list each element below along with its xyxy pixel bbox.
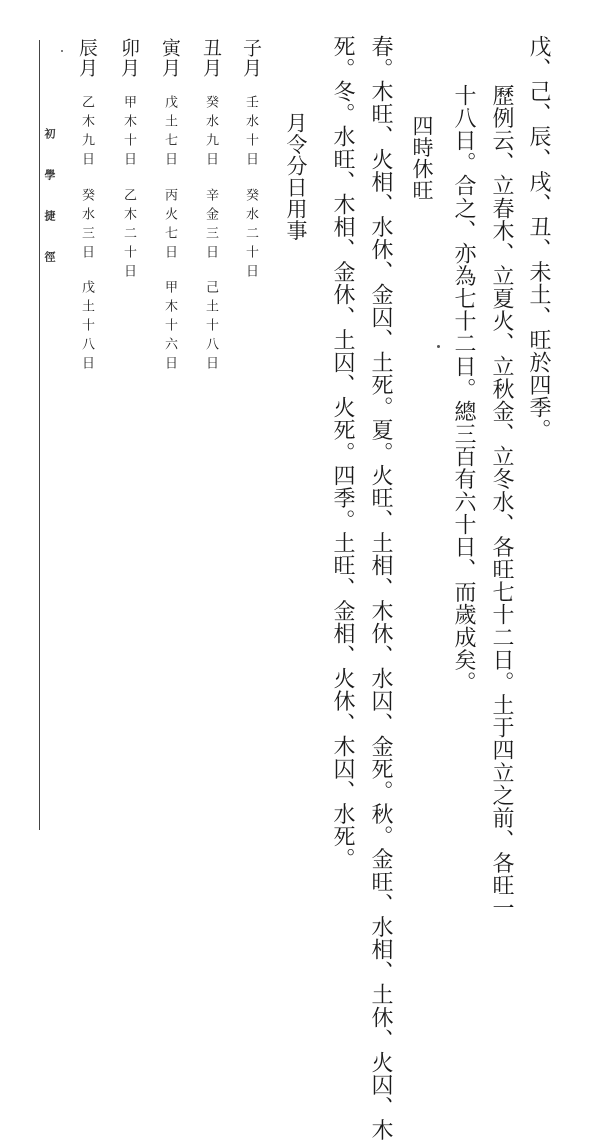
margin-book-title: 初學捷徑 xyxy=(43,128,56,292)
month-entry: 戊土七日 xyxy=(162,95,177,171)
month-entry: 丙火七日 xyxy=(162,188,177,264)
text-column-1: 戊、己、辰、戌、丑、未土、旺於四季。 xyxy=(526,35,551,442)
month-entry: 癸水九日 xyxy=(203,95,218,171)
month-entry: 乙木二十日 xyxy=(121,188,136,283)
text-column-6: 死。冬。水旺、木相、金休、土囚、火死。四季。土旺、金相、火休、木囚、水死。 xyxy=(330,35,355,871)
month-label: 子月 xyxy=(240,38,262,78)
month-label: 丑月 xyxy=(200,38,222,78)
month-entry: 辛金三日 xyxy=(203,188,218,264)
month-entry: 癸水二十日 xyxy=(243,188,258,283)
ink-speck xyxy=(437,345,440,348)
text-column-5: 春。木旺、火相、水休、金囚、土死。夏。火旺、土相、木休、水囚、金死。秋。金旺、水相、土休、火囚、木 xyxy=(368,35,393,1141)
month-label: 辰月 xyxy=(76,38,98,78)
month-label: 寅月 xyxy=(159,38,181,78)
month-entry: 壬水十日 xyxy=(243,95,258,171)
month-entry: 戊土十八日 xyxy=(79,280,94,375)
ink-speck xyxy=(61,50,63,52)
text-column-2: 歷例云、立春木、立夏火、立秋金、立冬水、各旺七十二日。土于四立之前、各旺一 xyxy=(489,84,514,920)
section-heading-monthly: 月令分日用事 xyxy=(284,112,308,241)
month-entry: 甲木十日 xyxy=(121,95,136,171)
margin-rule-line xyxy=(39,40,40,830)
text-column-3: 十八日。合之、亦為七十二日。總三百有六十日、而歲成矣。 xyxy=(451,84,476,694)
section-heading-seasons: 四時休旺 xyxy=(410,115,434,201)
month-entry: 己土十八日 xyxy=(203,280,218,375)
month-entry: 乙木九日 xyxy=(79,95,94,171)
month-entry: 癸水三日 xyxy=(79,188,94,264)
month-label: 卯月 xyxy=(118,38,140,78)
month-entry: 甲木十六日 xyxy=(162,280,177,375)
